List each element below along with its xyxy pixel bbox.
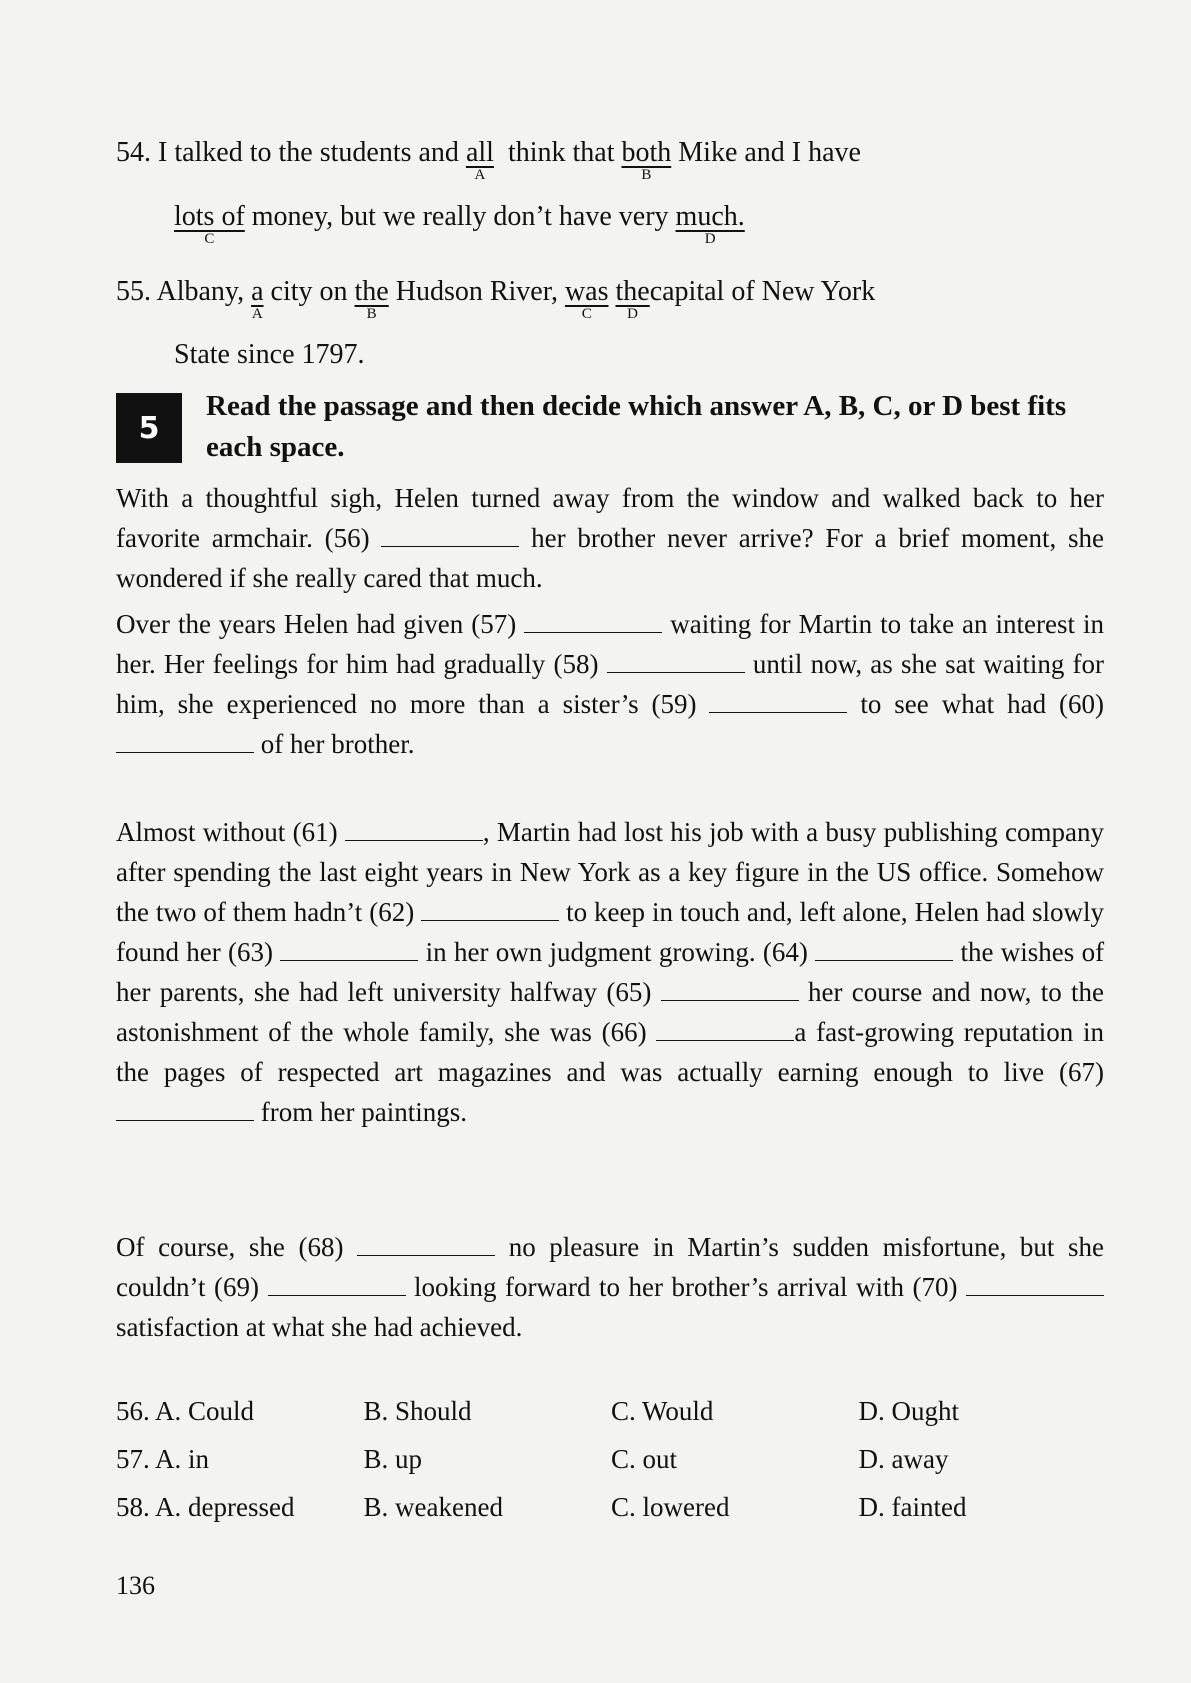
question-text: think that (507, 137, 615, 168)
option-letter: D (704, 231, 716, 247)
page-number: 136 (116, 1571, 155, 1600)
underlined-option-a: a A (251, 276, 264, 322)
question-number: 54. (116, 137, 151, 168)
question-55-line-1 (116, 275, 1106, 322)
blank-66[interactable] (656, 1018, 794, 1041)
blank-58[interactable] (607, 650, 745, 673)
answer-options (116, 1394, 1106, 1538)
blank-57[interactable] (524, 610, 662, 633)
underlined-option-a: all A (465, 137, 494, 183)
option[interactable]: B. Should (363, 1396, 472, 1426)
option-letter: A (474, 167, 486, 183)
options-row-58 (116, 1490, 1106, 1538)
question-55-line-2 (174, 338, 1164, 372)
underlined-option-c: was C (564, 276, 609, 322)
option[interactable]: B. weakened (363, 1492, 503, 1522)
passage-paragraph-2: Over the years Helen had given (57) waiting for Martin to take an interest in her. Her feelings for him had gradually (58) until now, as she sat waiting for him, she experienced no more than a sister’s (59) to see what had (60) of her brother. (116, 609, 1105, 759)
option-letter: B (641, 167, 652, 183)
option[interactable]: 56. A. Could (116, 1396, 255, 1426)
option[interactable]: D. away (858, 1444, 949, 1474)
blank-60[interactable] (116, 730, 254, 753)
options-row-57 (116, 1442, 1106, 1490)
question-text: money, but we really don’t have very (251, 201, 669, 232)
option-letter: A (251, 306, 263, 322)
option[interactable]: C. Would (611, 1396, 714, 1426)
blank-67[interactable] (116, 1098, 254, 1121)
option-letter: C (204, 231, 215, 247)
passage-paragraph-3: Almost without (61) , Martin had lost his job with a busy publishing company after spending the last eight years in New York as a key figure in the US office. Somehow the two of them hadn’t (62) to keep in touch and, left alone, Helen had slowly found her (63) in her own judgment growing. (64) the wishes of her parents, she had left university halfway (65) her course and now, to the astonishment of the whole family, she was (66) a fast-growing reputation in the pages of respected art magazines and was actually earning enough to live (67) from her paintings. (116, 817, 1105, 1127)
question-number: 55. (116, 276, 151, 307)
question-text: Albany, (156, 276, 245, 307)
question-text: State since 1797. (174, 339, 365, 370)
blank-68[interactable] (357, 1233, 495, 1256)
underlined-option-d: the D (615, 276, 650, 322)
underlined-option-b: the B (354, 276, 389, 322)
option-letter: D (627, 306, 639, 322)
option[interactable]: D. fainted (858, 1492, 967, 1522)
blank-62[interactable] (421, 898, 559, 921)
question-text: Mike and I have (678, 137, 861, 168)
option[interactable]: B. up (363, 1444, 423, 1474)
question-text: Hudson River, (395, 276, 558, 307)
option[interactable]: C. out (611, 1444, 678, 1474)
question-54-line-2 (174, 200, 1164, 247)
blank-69[interactable] (268, 1273, 406, 1296)
blank-56[interactable] (381, 524, 519, 547)
blank-61[interactable] (345, 818, 483, 841)
question-text: city on (270, 276, 348, 307)
option[interactable]: 58. A. depressed (116, 1492, 295, 1522)
options-row-56 (116, 1394, 1106, 1442)
option-letter: C (581, 306, 592, 322)
blank-65[interactable] (661, 978, 799, 1001)
passage-paragraph-4: Of course, she (68) no pleasure in Martin’s sudden misfortune, but she couldn’t (69) looking forward to her brother’s arrival with (70) satisfaction at what she had achieved. (116, 1232, 1105, 1342)
question-text: I talked to the students and (158, 137, 459, 168)
passage-paragraph-1: With a thoughtful sigh, Helen turned away from the window and walked back to her favorite armchair. (56) her brother never arrive? For a brief moment, she wondered if she really cared that much. (116, 483, 1105, 593)
underlined-option-b: both B (621, 137, 672, 183)
option-letter: B (366, 306, 377, 322)
section-instruction: Read the passage and then decide which answer A, B, C, or D best fits each space. (206, 390, 1067, 463)
option[interactable]: D. Ought (858, 1396, 959, 1426)
underlined-option-c: lots of C (174, 201, 245, 247)
blank-63[interactable] (280, 938, 418, 961)
question-54-line-1 (116, 136, 1106, 183)
underlined-option-d: much. D (675, 201, 745, 247)
option[interactable]: 57. A. in (116, 1444, 210, 1474)
blank-59[interactable] (709, 690, 847, 713)
blank-70[interactable] (966, 1273, 1104, 1296)
section-number-badge: 5 (116, 393, 182, 463)
blank-64[interactable] (815, 938, 953, 961)
option[interactable]: C. lowered (611, 1492, 730, 1522)
question-text: capital of New York (649, 276, 876, 307)
